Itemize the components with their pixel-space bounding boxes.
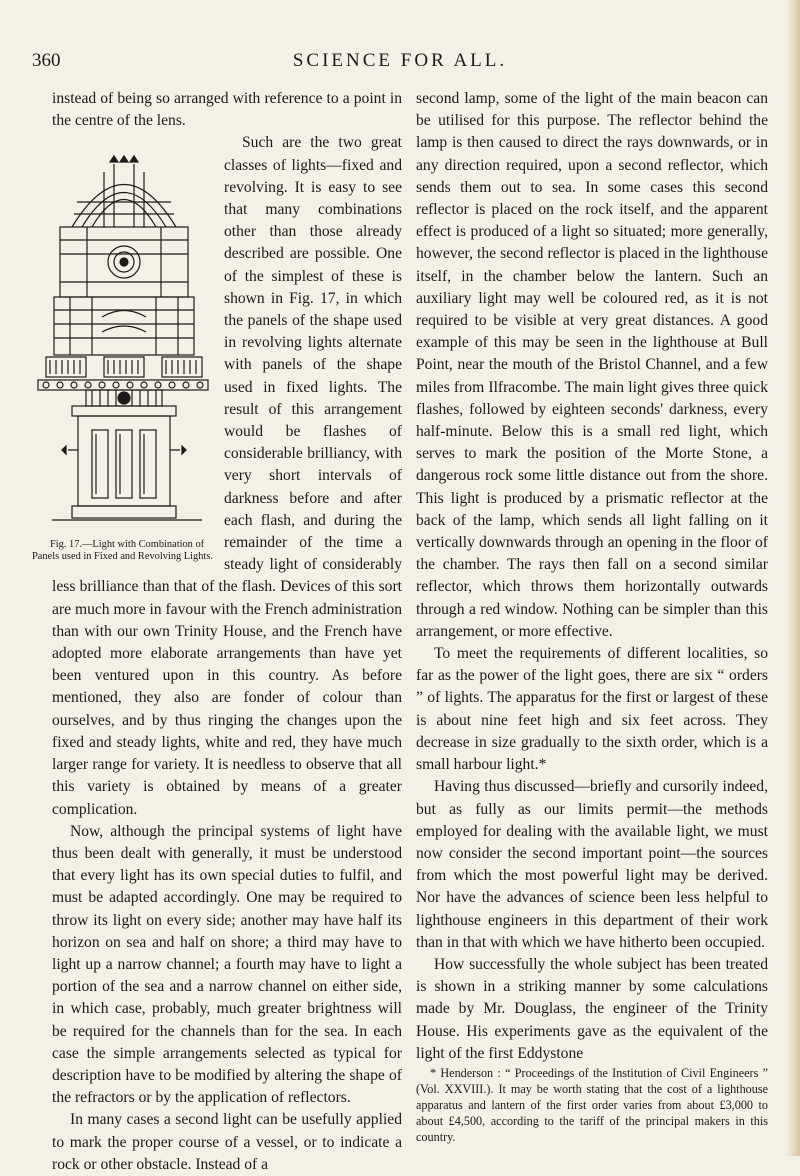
left-paragraph-1: instead of being so arranged with reference to a point in the centre of the lens.: [52, 90, 402, 130]
page-edge-shading: [786, 0, 800, 1156]
figure-caption: Fig. 17.—Light with Combination of Panels used in Fixed and Revolving Lights.: [32, 539, 213, 563]
left-column: [32, 88, 402, 1176]
figure-17: [32, 132, 214, 563]
right-column: [416, 88, 768, 1145]
left-paragraph-2: [32, 132, 402, 820]
right-paragraph-3: Having thus discussed—briefly and cursorily indeed, but as fully as our limits permit—the methods employed for dealing with the available light, we must now consider the second important point—the sources from which the most powerful light may be derived. Nor have the advances of science been less helpful to lighthouse engineers in this department of their work than in that with which we have hitherto been occupied.: [416, 778, 768, 951]
left-paragraph-3: Now, although the principal systems of light have thus been dealt with generally, it must be understood that every light has its own special duties to fulfil, and must be adapted accordingly. One may be required to throw its light on every side; another may have half its horizon on sea and half on shore; a third may have to light up a narrow channel; a fourth may have to light a portion of the sea and a narrow channel on either side, in which case, probably, much greater brightness will be required for the channels than for the sea. In each case the simple arrangements selected as typical for description have to be modified by altering the shape of the refractors or by the application of reflectors.: [52, 822, 402, 1107]
left-paragraph-4: In many cases a second light can be usefully applied to mark the proper course of a vessel, or to indicate a rock or other obstacle. Instead of a: [52, 1111, 402, 1173]
page-number: 360: [32, 50, 61, 71]
left-paragraph-2-text: Such are the two great classes of lights—fixed and revolving. It is easy to see that many combinations other than those already described are possible. One of the simplest of these is shown in Fig. 17, in which the panels of the shape used in revolving lights alternate with panels of the shape used in fixed lights. The result of this arrangement would be flashes of considerable brilliancy, with very short intervals of darkness before and after each flash, and during the remainder of the time a steady light of considerably less brilliance than that of the flash. Devices of this sort are much more in favour with the French administration than with our own Trinity House, and the French have adopted more elaborate arrangements than have yet been ventured upon in this country. As before mentioned, they also are fonder of colour than ourselves, and by thus ringing the changes upon the fixed and steady lights, white and red, they have much larger range for variety. It is needless to observe that all this variety is obtained by means of a greater complication.: [52, 134, 402, 818]
right-paragraph-2: To meet the requirements of different localities, so far as the power of the light goes, there are six “ orders ” of lights. The apparatus for the first or largest of these is about nine feet high and six feet across. They decrease in size gradually to the sixth order, which is a small harbour light.*: [416, 645, 768, 774]
running-head: SCIENCE FOR ALL.: [292, 50, 508, 71]
right-paragraph-4: How successfully the whole subject has been treated is shown in a striking manner by some calculations made by Mr. Douglass, the engineer of the Trinity House. His experiments gave as the equivalent of the light of the first Eddystone: [416, 955, 768, 1062]
right-paragraph-1: second lamp, some of the light of the main beacon can be utilised for this purpose. The reflector behind the lamp is then caused to direct the rays downwards, or in any direction required, upon a second reflector, which sends them out to sea. In some cases this second reflector is placed on the rock itself, and the apparent effect is produced of a light so situated; more generally, however, the second reflector is placed in the lighthouse itself, in the chamber below the lantern. Such an auxiliary light may well be coloured red, as it is not required to be visible at very great distances. A good example of this may be seen in the lighthouse at Bull Point, near the mouth of the Bristol Channel, and a few miles from Ilfracombe. The main light gives three quick flashes, followed by eighteen seconds' darkness, every half-minute. Below this is a small red light, which serves to mark the position of the Morte Stone, a dangerous rock some little distance out from the shore. This light is produced by a prismatic reflector at the back of the lamp, which sends all light falling on it vertically downwards through an opening in the floor of the chamber. The rays then fall on a second similar reflector, which throws them horizontally outwards through a red window. Nothing can be simpler than this arrangement, or more effective.: [416, 90, 768, 640]
footnote: * Henderson : “ Proceedings of the Institution of Civil Engineers ” (Vol. XXVIII.). It may be worth stating that the cost of a lighthouse apparatus and lantern of the first order varies from about £3,000 to about £4,500, according to the tariff of the principal makers in this country.: [416, 1065, 768, 1144]
lens-apparatus-illustration: [32, 132, 214, 537]
